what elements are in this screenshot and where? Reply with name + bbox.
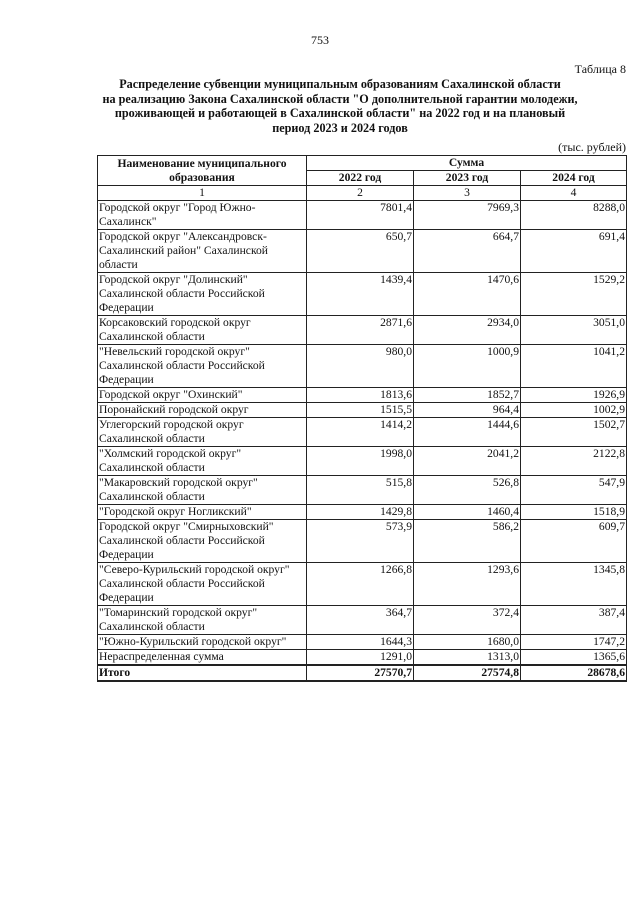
value-2024: 2122,8 bbox=[521, 447, 627, 476]
value-2024: 1502,7 bbox=[521, 418, 627, 447]
table-row bbox=[98, 650, 627, 666]
value-2023: 1460,4 bbox=[414, 505, 521, 520]
value-2023: 7969,3 bbox=[414, 201, 521, 230]
total-2023: 27574,8 bbox=[414, 665, 521, 681]
value-2022: 1515,5 bbox=[307, 403, 414, 418]
value-2022: 650,7 bbox=[307, 230, 414, 273]
municipality-name: Городской округ "Александровск-Сахалинский район" Сахалинской области bbox=[98, 230, 307, 273]
municipality-name: "Северо-Курильский городской округ" Сахалинской области Российской Федерации bbox=[98, 563, 307, 606]
value-2022: 1439,4 bbox=[307, 273, 414, 316]
value-2024: 609,7 bbox=[521, 520, 627, 563]
value-2022: 2871,6 bbox=[307, 316, 414, 345]
total-row bbox=[98, 665, 627, 681]
page-number: 753 bbox=[311, 33, 329, 47]
value-2022: 1998,0 bbox=[307, 447, 414, 476]
municipality-name: "Невельский городской округ" Сахалинской области Российской Федерации bbox=[98, 345, 307, 388]
municipality-name: Городской округ "Охинский" bbox=[98, 388, 307, 403]
table-row bbox=[98, 403, 627, 418]
value-2023: 1000,9 bbox=[414, 345, 521, 388]
municipality-name: Нераспределенная сумма bbox=[98, 650, 307, 666]
value-2022: 1813,6 bbox=[307, 388, 414, 403]
municipality-name: "Холмский городской округ" Сахалинской области bbox=[98, 447, 307, 476]
table-row bbox=[98, 316, 627, 345]
value-2022: 1291,0 bbox=[307, 650, 414, 666]
value-2024: 691,4 bbox=[521, 230, 627, 273]
header-year: 2022 год bbox=[307, 171, 414, 186]
municipality-name: Городской округ "Город Южно-Сахалинск" bbox=[98, 201, 307, 230]
value-2022: 980,0 bbox=[307, 345, 414, 388]
value-2024: 1529,2 bbox=[521, 273, 627, 316]
municipality-name: "Южно-Курильский городской округ" bbox=[98, 635, 307, 650]
table-label: Таблица 8 bbox=[574, 62, 626, 76]
column-number: 1 bbox=[98, 186, 307, 201]
value-2024: 8288,0 bbox=[521, 201, 627, 230]
municipality-name: "Томаринский городской округ" Сахалинской области bbox=[98, 606, 307, 635]
header-sum-col: Сумма bbox=[307, 156, 627, 171]
table-row bbox=[98, 447, 627, 476]
subsidy-table bbox=[97, 155, 627, 682]
value-2022: 515,8 bbox=[307, 476, 414, 505]
title-line: Распределение субвенции муниципальным образованиям Сахалинской области bbox=[119, 77, 561, 91]
value-2022: 1266,8 bbox=[307, 563, 414, 606]
value-2024: 1345,8 bbox=[521, 563, 627, 606]
value-2023: 1852,7 bbox=[414, 388, 521, 403]
table-row bbox=[98, 635, 627, 650]
column-number: 2 bbox=[307, 186, 414, 201]
document-title bbox=[80, 77, 600, 135]
value-2022: 1414,2 bbox=[307, 418, 414, 447]
column-number: 4 bbox=[521, 186, 627, 201]
value-2024: 1041,2 bbox=[521, 345, 627, 388]
table-row bbox=[98, 273, 627, 316]
municipality-name: Углегорский городской округ Сахалинской области bbox=[98, 418, 307, 447]
value-2024: 547,9 bbox=[521, 476, 627, 505]
title-line: на реализацию Закона Сахалинской области "О дополнительной гарантии молодежи, bbox=[102, 91, 578, 106]
table-row bbox=[98, 201, 627, 230]
table-row bbox=[98, 388, 627, 403]
header-name-col: Наименование муниципального образования bbox=[98, 156, 307, 186]
table-row bbox=[98, 563, 627, 606]
value-2024: 1518,9 bbox=[521, 505, 627, 520]
total-2024: 28678,6 bbox=[521, 665, 627, 681]
table-row bbox=[98, 520, 627, 563]
value-2022: 573,9 bbox=[307, 520, 414, 563]
value-2023: 664,7 bbox=[414, 230, 521, 273]
value-2023: 2041,2 bbox=[414, 447, 521, 476]
table-body bbox=[98, 201, 627, 666]
municipality-name: Корсаковский городской округ Сахалинской области bbox=[98, 316, 307, 345]
municipality-name: "Городской округ Ногликский" bbox=[98, 505, 307, 520]
table-row bbox=[98, 476, 627, 505]
value-2022: 1429,8 bbox=[307, 505, 414, 520]
value-2023: 526,8 bbox=[414, 476, 521, 505]
header-year: 2023 год bbox=[414, 171, 521, 186]
table-row bbox=[98, 606, 627, 635]
title-line: период 2023 и 2024 годов bbox=[272, 120, 408, 135]
value-2023: 2934,0 bbox=[414, 316, 521, 345]
value-2024: 1365,6 bbox=[521, 650, 627, 666]
municipality-name: Поронайский городской округ bbox=[98, 403, 307, 418]
value-2023: 586,2 bbox=[414, 520, 521, 563]
table-row bbox=[98, 345, 627, 388]
value-2023: 372,4 bbox=[414, 606, 521, 635]
value-2024: 1926,9 bbox=[521, 388, 627, 403]
table-row bbox=[98, 505, 627, 520]
value-2023: 1470,6 bbox=[414, 273, 521, 316]
value-2024: 1002,9 bbox=[521, 403, 627, 418]
value-2023: 964,4 bbox=[414, 403, 521, 418]
value-2023: 1293,6 bbox=[414, 563, 521, 606]
title-line: проживающей и работающей в Сахалинской области" на 2022 год и на плановый bbox=[114, 106, 566, 120]
table-row bbox=[98, 418, 627, 447]
value-2022: 364,7 bbox=[307, 606, 414, 635]
value-2022: 1644,3 bbox=[307, 635, 414, 650]
value-2023: 1680,0 bbox=[414, 635, 521, 650]
value-2023: 1313,0 bbox=[414, 650, 521, 666]
total-label: Итого bbox=[98, 665, 307, 681]
total-2022: 27570,7 bbox=[307, 665, 414, 681]
municipality-name: "Макаровский городской округ" Сахалинской области bbox=[98, 476, 307, 505]
value-2024: 387,4 bbox=[521, 606, 627, 635]
municipality-name: Городской округ "Долинский" Сахалинской области Российской Федерации bbox=[98, 273, 307, 316]
value-2023: 1444,6 bbox=[414, 418, 521, 447]
header-year: 2024 год bbox=[521, 171, 627, 186]
value-2022: 7801,4 bbox=[307, 201, 414, 230]
municipality-name: Городской округ "Смирныховский" Сахалинской области Российской Федерации bbox=[98, 520, 307, 563]
column-number: 3 bbox=[414, 186, 521, 201]
units-label: (тыс. рублей) bbox=[558, 140, 626, 154]
value-2024: 1747,2 bbox=[521, 635, 627, 650]
table-row bbox=[98, 230, 627, 273]
value-2024: 3051,0 bbox=[521, 316, 627, 345]
